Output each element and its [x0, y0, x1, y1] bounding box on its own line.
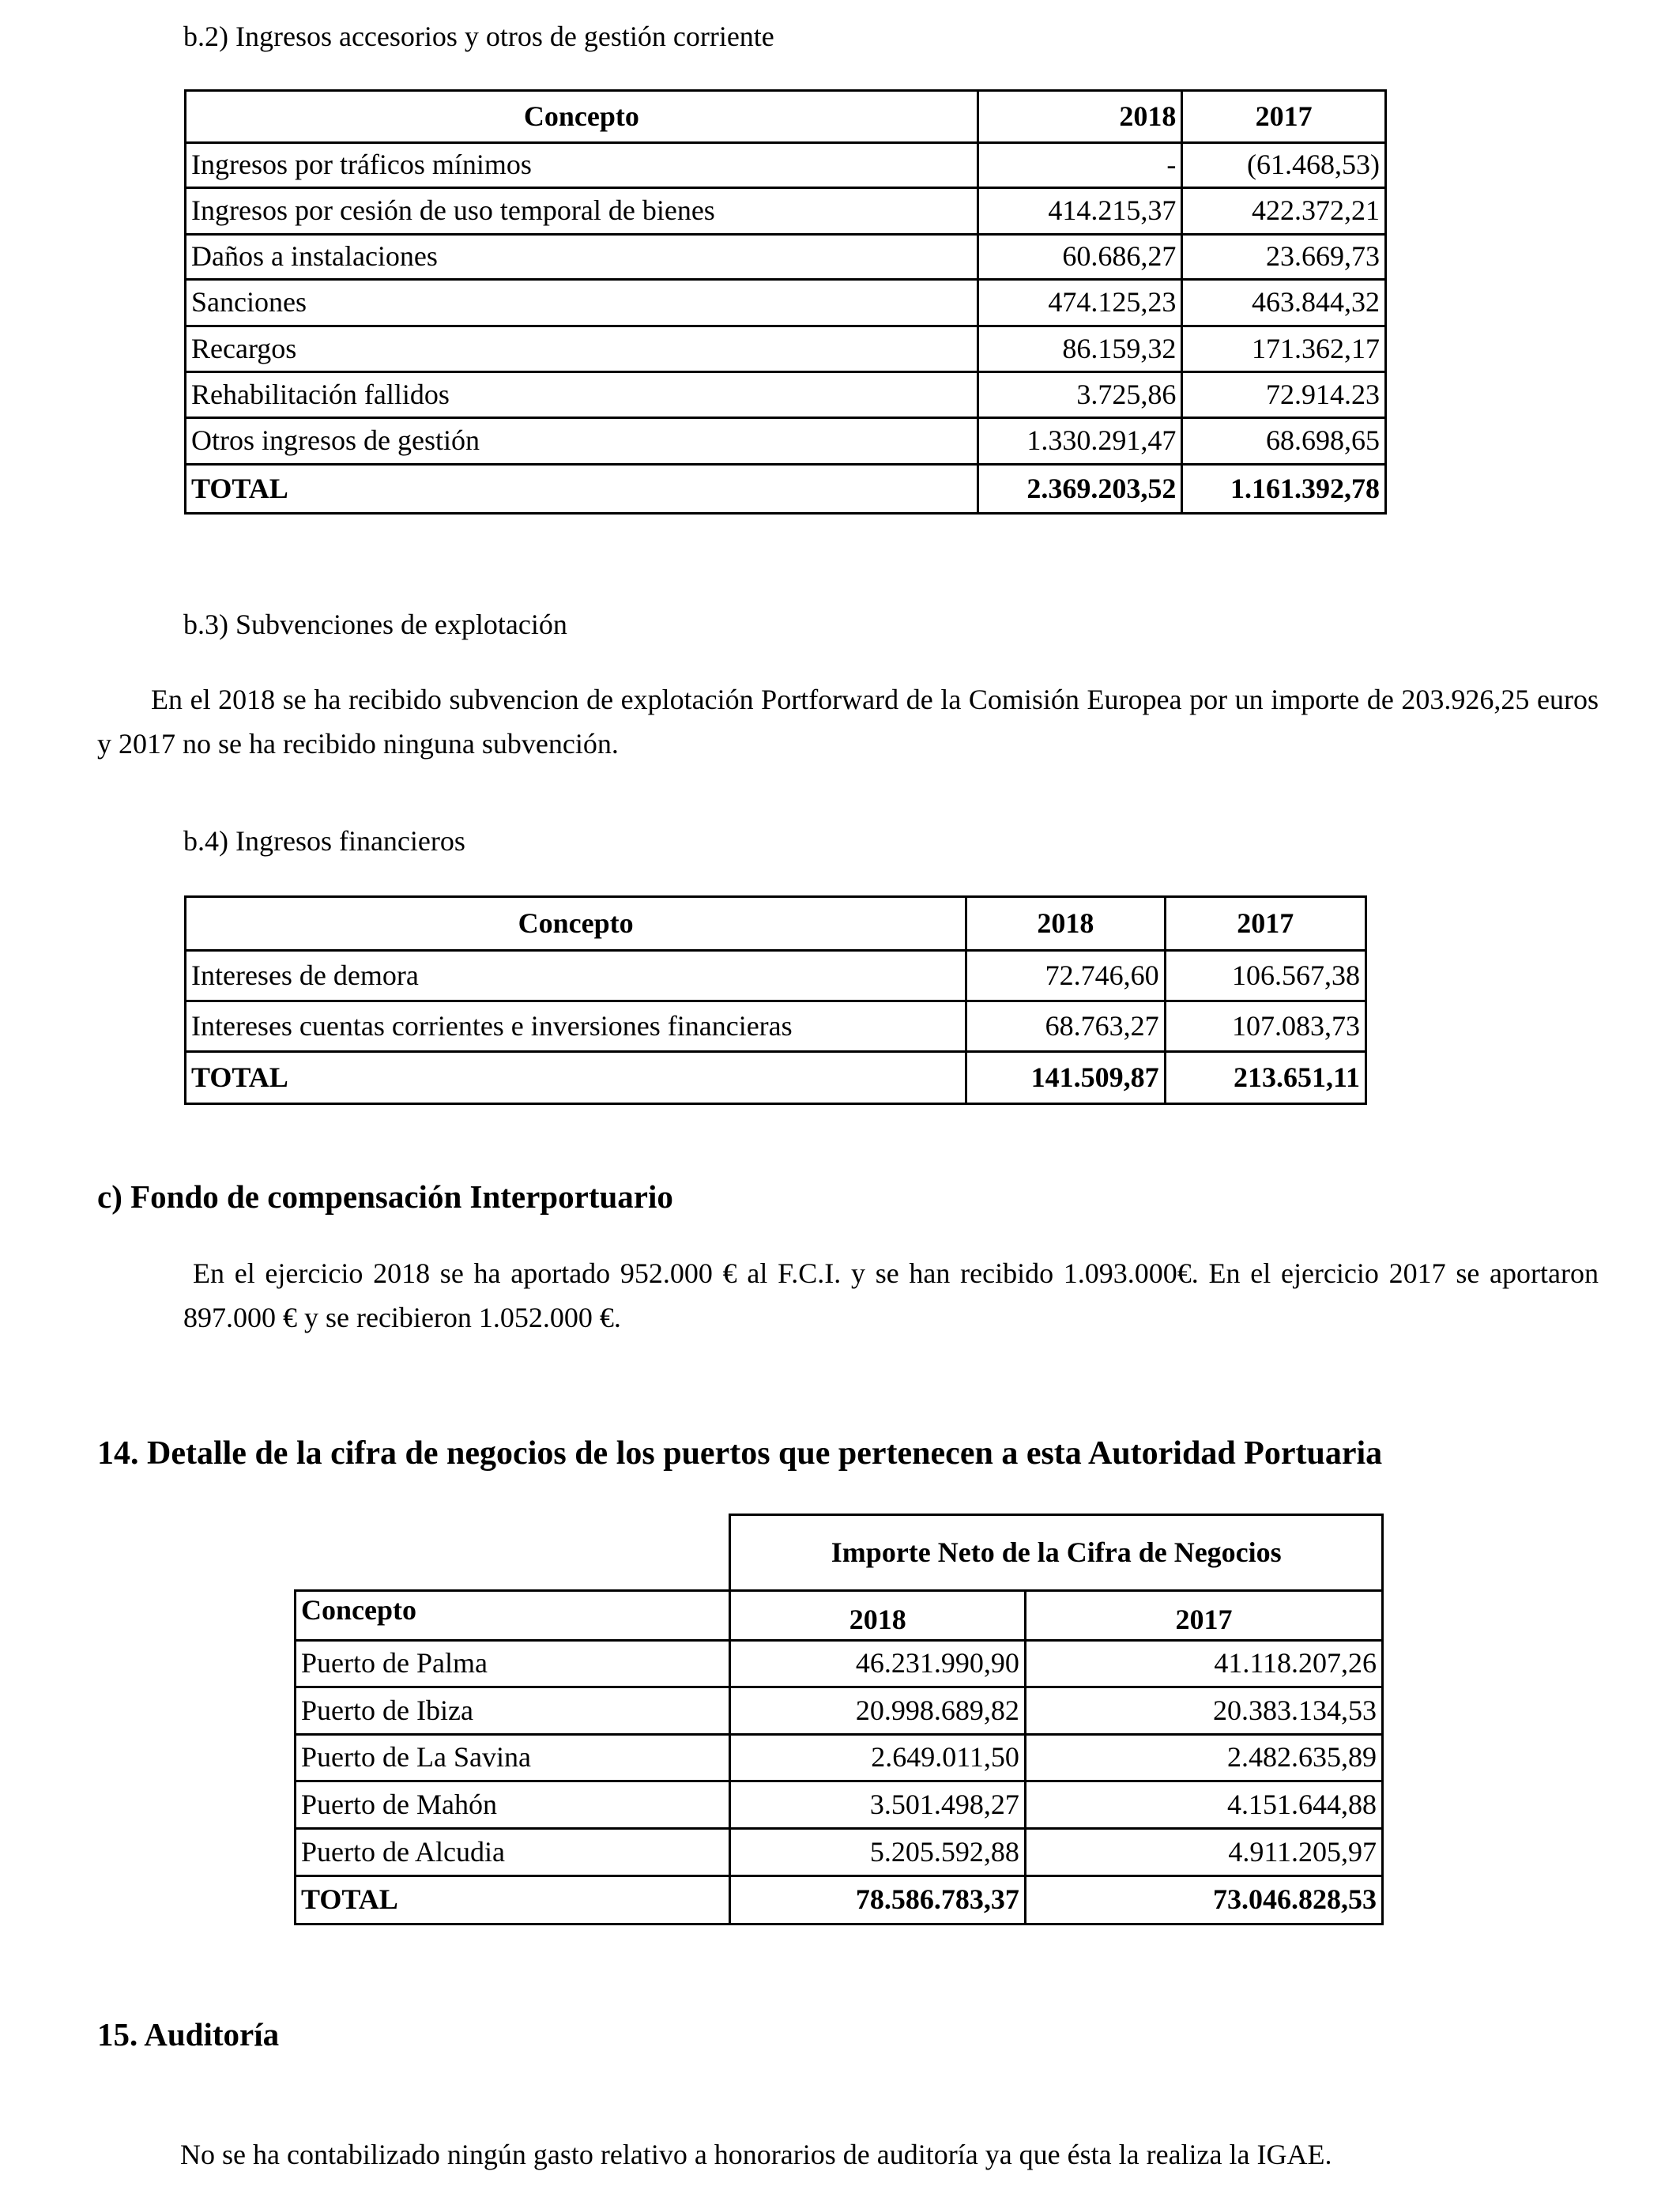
table-row — [296, 1829, 1383, 1876]
row-label: Puerto de Palma — [296, 1641, 730, 1687]
row-label: Ingresos por tráficos mínimos — [186, 143, 978, 188]
row-value-2018: 3.501.498,27 — [730, 1781, 1025, 1829]
c-heading: c) Fondo de compensación Interportuario — [97, 1178, 673, 1215]
table-row — [296, 1687, 1383, 1735]
b2-table — [184, 89, 1387, 515]
total-label: TOTAL — [186, 1052, 966, 1104]
b2-header-2018: 2018 — [977, 91, 1182, 143]
table-row — [186, 235, 1386, 280]
row-label: Sanciones — [186, 280, 978, 326]
s15-paragraph: No se ha contabilizado ningún gasto relativo a honorarios de auditoría ya que ésta la realiza la IGAE. — [180, 2139, 1332, 2170]
row-label: Otros ingresos de gestión — [186, 418, 978, 465]
row-value-2017: 2.482.635,89 — [1025, 1735, 1382, 1781]
b2-total-row — [186, 465, 1386, 514]
s14-group-header: Importe Neto de la Cifra de Negocios — [730, 1515, 1383, 1591]
total-label: TOTAL — [186, 465, 978, 514]
b4-total-row — [186, 1052, 1366, 1104]
total-label: TOTAL — [296, 1876, 730, 1924]
b4-table — [184, 895, 1367, 1105]
row-value-2018: 72.746,60 — [966, 951, 1165, 1001]
table-row — [296, 1781, 1383, 1829]
row-value-2017: 107.083,73 — [1165, 1001, 1365, 1052]
row-value-2018: 3.725,86 — [977, 372, 1182, 418]
table-row — [186, 143, 1386, 188]
table-row — [186, 188, 1386, 235]
b2-header-row — [186, 91, 1386, 143]
row-value-2017: 106.567,38 — [1165, 951, 1365, 1001]
b4-header-concepto: Concepto — [186, 897, 966, 951]
total-value-2017: 1.161.392,78 — [1182, 465, 1386, 514]
row-label: Ingresos por cesión de uso temporal de bienes — [186, 188, 978, 235]
table-row — [186, 1001, 1366, 1052]
row-label: Puerto de Mahón — [296, 1781, 730, 1829]
c-paragraph: En el ejercicio 2018 se ha aportado 952.000 € al F.C.I. y se han recibido 1.093.000€. En el ejercicio 2017 se aportaron 897.000 € y se recibieron 1.052.000 €. — [183, 1257, 1599, 1333]
row-value-2017: (61.468,53) — [1182, 143, 1386, 188]
s14-header-2017: 2017 — [1025, 1591, 1382, 1641]
row-value-2018: 86.159,32 — [977, 326, 1182, 372]
s14-heading: 14. Detalle de la cifra de negocios de los puertos que pertenecen a esta Autoridad Portuaria — [97, 1435, 1383, 1472]
b4-header-2017: 2017 — [1165, 897, 1365, 951]
b2-header-concepto: Concepto — [186, 91, 978, 143]
total-value-2018: 141.509,87 — [966, 1052, 1165, 1104]
row-value-2018: 1.330.291,47 — [977, 418, 1182, 465]
b3-paragraph: En el 2018 se ha recibido subvencion de explotación Portforward de la Comisión Europea por un importe de 203.926,25 euros y 2017 no se ha recibido ninguna subvención. — [97, 684, 1599, 760]
row-value-2017: 422.372,21 — [1182, 188, 1386, 235]
table-row — [296, 1735, 1383, 1781]
row-value-2018: 2.649.011,50 — [730, 1735, 1025, 1781]
s15-heading: 15. Auditoría — [97, 2016, 280, 2053]
row-value-2017: 72.914.23 — [1182, 372, 1386, 418]
row-value-2017: 41.118.207,26 — [1025, 1641, 1382, 1687]
table-row — [186, 372, 1386, 418]
s14-table — [294, 1514, 1384, 1925]
row-label: Rehabilitación fallidos — [186, 372, 978, 418]
row-value-2018: 20.998.689,82 — [730, 1687, 1025, 1735]
b4-heading: b.4) Ingresos financieros — [183, 825, 465, 857]
b2-header-2017: 2017 — [1182, 91, 1386, 143]
row-value-2017: 4.151.644,88 — [1025, 1781, 1382, 1829]
row-value-2017: 23.669,73 — [1182, 235, 1386, 280]
s14-header-concepto: Concepto — [296, 1591, 730, 1641]
row-value-2018: 414.215,37 — [977, 188, 1182, 235]
row-label: Recargos — [186, 326, 978, 372]
row-value-2017: 68.698,65 — [1182, 418, 1386, 465]
row-label: Puerto de Ibiza — [296, 1687, 730, 1735]
b2-heading: b.2) Ingresos accesorios y otros de gestión corriente — [183, 21, 774, 52]
s14-total-row — [296, 1876, 1383, 1924]
table-row — [186, 326, 1386, 372]
row-value-2017: 171.362,17 — [1182, 326, 1386, 372]
b4-header-row — [186, 897, 1366, 951]
table-row — [186, 951, 1366, 1001]
total-value-2017: 213.651,11 — [1165, 1052, 1365, 1104]
row-value-2017: 20.383.134,53 — [1025, 1687, 1382, 1735]
table-row — [296, 1641, 1383, 1687]
row-label: Daños a instalaciones — [186, 235, 978, 280]
row-value-2018: 5.205.592,88 — [730, 1829, 1025, 1876]
s14-header-row — [296, 1591, 1383, 1641]
row-value-2018: 474.125,23 — [977, 280, 1182, 326]
empty-corner — [296, 1515, 730, 1591]
total-value-2018: 2.369.203,52 — [977, 465, 1182, 514]
table-row — [186, 418, 1386, 465]
row-value-2018: 60.686,27 — [977, 235, 1182, 280]
b3-heading: b.3) Subvenciones de explotación — [183, 609, 567, 640]
row-value-2018: - — [977, 143, 1182, 188]
row-value-2018: 68.763,27 — [966, 1001, 1165, 1052]
row-label: Intereses cuentas corrientes e inversiones financieras — [186, 1001, 966, 1052]
total-value-2018: 78.586.783,37 — [730, 1876, 1025, 1924]
s14-header-2018: 2018 — [730, 1591, 1025, 1641]
row-value-2017: 4.911.205,97 — [1025, 1829, 1382, 1876]
s14-group-header-row — [296, 1515, 1383, 1591]
row-label: Intereses de demora — [186, 951, 966, 1001]
row-value-2018: 46.231.990,90 — [730, 1641, 1025, 1687]
table-row — [186, 280, 1386, 326]
total-value-2017: 73.046.828,53 — [1025, 1876, 1382, 1924]
row-label: Puerto de La Savina — [296, 1735, 730, 1781]
row-value-2017: 463.844,32 — [1182, 280, 1386, 326]
row-label: Puerto de Alcudia — [296, 1829, 730, 1876]
b4-header-2018: 2018 — [966, 897, 1165, 951]
